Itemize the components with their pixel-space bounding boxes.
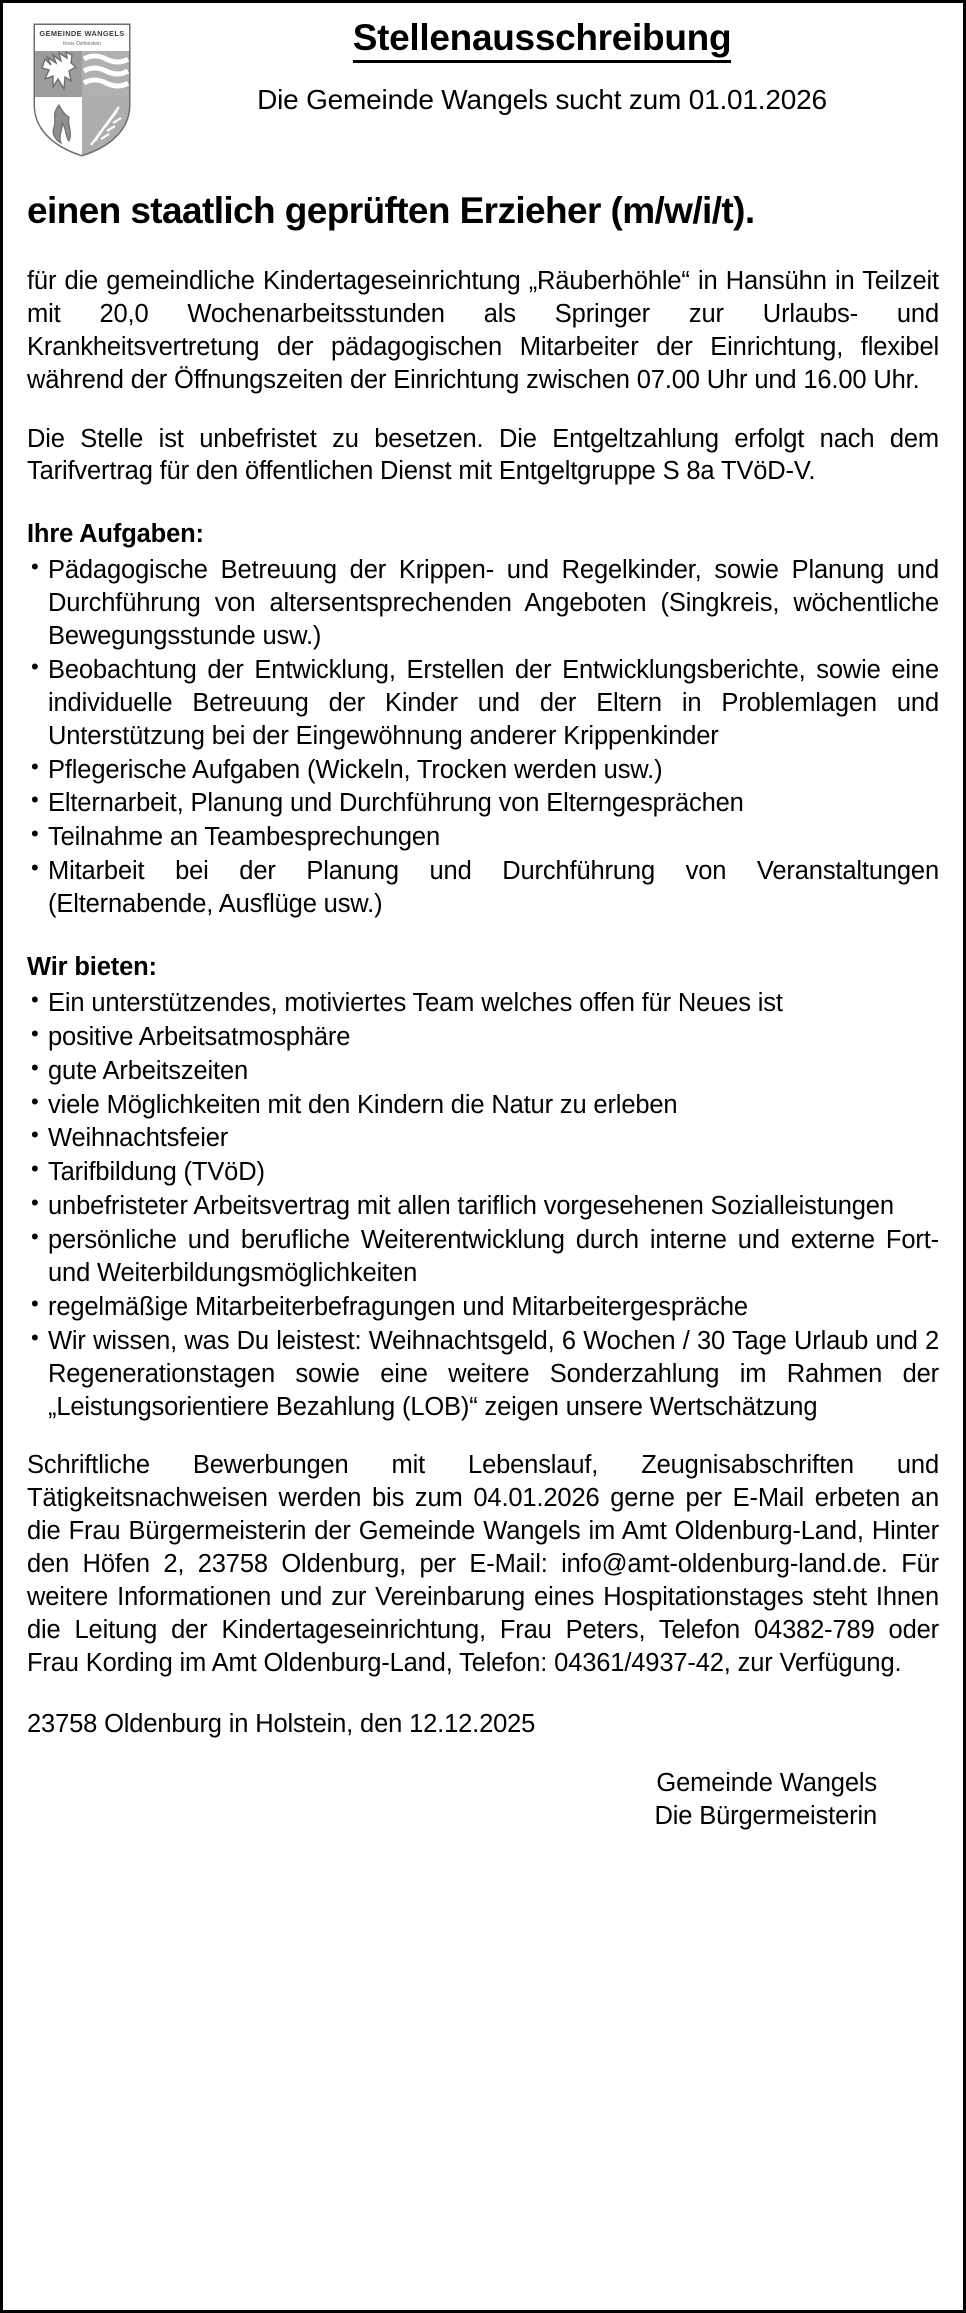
job-headline: einen staatlich geprüften Erzieher (m/w/i/t). <box>27 190 755 231</box>
list-item: • gute Arbeitszeiten <box>27 1055 939 1088</box>
list-item: • Mitarbeit bei der Planung und Durchführung von Veranstaltungen (Elternabende, Ausflüge usw.) <box>27 855 939 921</box>
list-item: • Pädagogische Betreuung der Krippen- und Regelkinder, sowie Planung und Durchführung von altersentsprechenden Angeboten (Singkreis, wöchentliche Bewegungsstunde usw.) <box>27 554 939 653</box>
list-item: • positive Arbeitsatmosphäre <box>27 1021 939 1054</box>
page-content <box>3 3 963 2310</box>
list-item: • Teilnahme an Teambesprechungen <box>27 821 939 854</box>
signature-block <box>27 1767 939 1834</box>
document-subtitle: Die Gemeinde Wangels sucht zum 01.01.2026 <box>257 83 827 115</box>
list-item: • Ein unterstützendes, motiviertes Team welches offen für Neues ist <box>27 987 939 1020</box>
list-item: • regelmäßige Mitarbeiterbefragungen und Mitarbeitergespräche <box>27 1291 939 1324</box>
document-header <box>27 15 939 167</box>
list-item: • Tarifbildung (TVöD) <box>27 1156 939 1189</box>
list-item: • Beobachtung der Entwicklung, Erstellen der Entwicklungsberichte, sowie eine individuelle Betreuung der Kinder und der Eltern in Problemlagen und Unterstützung bei der Eingewöhnung anderer Krippenkinder <box>27 654 939 753</box>
benefits-list <box>27 987 939 1424</box>
crest-municipality-label: GEMEINDE WANGELS <box>39 29 125 38</box>
tasks-list <box>27 554 939 921</box>
benefits-heading: Wir bieten: <box>27 952 157 981</box>
list-item: • Weihnachtsfeier <box>27 1122 939 1155</box>
list-item: • Elternarbeit, Planung und Durchführung von Elterngesprächen <box>27 787 939 820</box>
list-item: • Pflegerische Aufgaben (Wickeln, Trocken werden usw.) <box>27 754 939 787</box>
list-item: • persönliche und berufliche Weiterentwicklung durch interne und externe Fort- und Weiterbildungsmöglichkeiten <box>27 1224 939 1290</box>
list-item: • unbefristeter Arbeitsvertrag mit allen tariflich vorgesehenen Sozialleistungen <box>27 1190 939 1223</box>
document-body <box>27 265 939 1834</box>
intro-paragraph-1: für die gemeindliche Kindertageseinrichtung „Räuberhöhle“ in Hansühn in Teilzeit mit 20,0 Wochenarbeitsstunden als Springer zur Urlaubs- und Krankheitsvertretung der pädagogischen Mitarbeiter der Einrichtung, flexibel während der Öffnungszeiten der Einrichtung zwischen 07.00 Uhr und 16.00 Uhr. <box>27 266 939 394</box>
crest-district-label: Kreis Ostholstein <box>63 41 101 47</box>
list-item: • viele Möglichkeiten mit den Kindern die Natur zu erleben <box>27 1089 939 1122</box>
page-title: Stellenausschreibung <box>353 19 732 63</box>
dateline: 23758 Oldenburg in Holstein, den 12.12.2025 <box>27 1709 536 1738</box>
signature-authority: Gemeinde Wangels <box>656 1768 877 1797</box>
tasks-heading: Ihre Aufgaben: <box>27 520 204 549</box>
signature-role: Die Bürgermeisterin <box>654 1802 877 1831</box>
list-item: • Wir wissen, was Du leistest: Weihnachtsgeld, 6 Wochen / 30 Tage Urlaub und 2 Regenerationstagen sowie eine weitere Sonderzahlung im Rahmen der „Leistungsorientiere Bezahlung (LOB)“ zeigen unsere Wertschätzung <box>27 1325 939 1424</box>
application-paragraph: Schriftliche Bewerbungen mit Lebenslauf, Zeugnisabschriften und Tätigkeitsnachweisen werden bis zum 04.01.2026 gerne per E-Mail erbeten an die Frau Bürgermeisterin der Gemeinde Wangels im Amt Oldenburg-Land, Hinter den Höfen 2, 23758 Oldenburg, per E-Mail: info@amt-oldenburg-land.de. Für weitere Informationen und zur Vereinbarung eines Hospitationstages steht Ihnen die Leitung der Kindertageseinrichtung, Frau Peters, Telefon 04382-789 oder Frau Kording im Amt Oldenburg-Land, Telefon: 04361/4937-42, zur Verfügung. <box>27 1451 939 1677</box>
municipal-coat-of-arms-icon <box>27 19 137 159</box>
title-block <box>27 15 939 116</box>
intro-paragraph-2: Die Stelle ist unbefristet zu besetzen. Die Entgeltzahlung erfolgt nach dem Tarifvertrag für den öffentlichen Dienst mit Entgeltgruppe S 8a TVöD-V. <box>27 424 939 486</box>
